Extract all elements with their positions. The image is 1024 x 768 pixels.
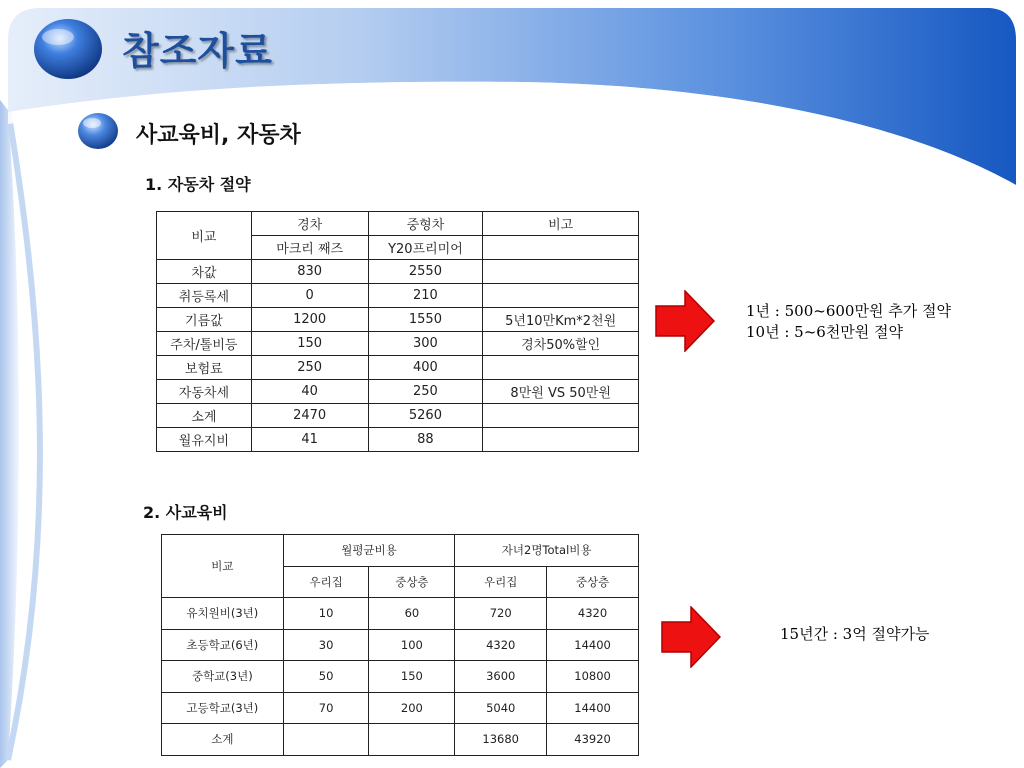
table-cell: 2550 [368,260,483,284]
slide-title: 참조자료 [122,29,273,73]
row-label-cell: 취등록세 [157,284,252,308]
row-label-cell: 중학교(3년) [162,661,284,693]
table-cell: 2470 [251,404,368,428]
table-cell: 100 [369,629,455,661]
table-cell [283,724,369,756]
section1-heading: 1. 자동차 절약 [145,175,251,194]
column-subheader: 우리집 [455,566,547,598]
column-subheader: Y20프리미어 [368,236,483,260]
table-row [157,428,639,452]
note-line: 1년 : 500~600만원 추가 절약 [746,302,951,320]
table-cell: 0 [251,284,368,308]
right-arrow-icon [655,290,715,352]
row-label-cell: 유치원비(3년) [162,598,284,630]
table-cell: 720 [455,598,547,630]
education-cost-table [161,534,639,756]
table-cell: 10 [283,598,369,630]
table-cell: 14400 [547,629,639,661]
table-cell: 경차50%할인 [483,332,639,356]
table-row [162,598,639,630]
row-label-cell: 소계 [162,724,284,756]
table-cell: 30 [283,629,369,661]
table-cell: 14400 [547,692,639,724]
table-cell: 300 [368,332,483,356]
table-row [157,356,639,380]
column-header: 중형차 [368,212,483,236]
slide-subtitle: 사교육비, 자동차 [136,123,301,148]
table-cell: 1200 [251,308,368,332]
car-savings-note [746,301,951,343]
table-cell: 5년10만Km*2천원 [483,308,639,332]
table-cell: 250 [251,356,368,380]
car-comparison-table [156,211,639,452]
row-label-cell: 월유지비 [157,428,252,452]
table-cell: 60 [369,598,455,630]
section2-heading: 2. 사교육비 [143,503,228,522]
row-label-cell: 보험료 [157,356,252,380]
row-label-cell: 소계 [157,404,252,428]
table-cell: 13680 [455,724,547,756]
table-cell: 150 [251,332,368,356]
column-subheader: 중상층 [369,566,455,598]
table-cell: 43920 [547,724,639,756]
column-header: 비고 [483,212,639,236]
table-cell: 88 [368,428,483,452]
table-cell [483,428,639,452]
table-cell: 830 [251,260,368,284]
table-cell: 5040 [455,692,547,724]
table-row [162,629,639,661]
table-cell [369,724,455,756]
table-cell: 200 [369,692,455,724]
table-cell: 41 [251,428,368,452]
table-cell: 210 [368,284,483,308]
table-corner-cell: 비교 [157,212,252,260]
row-label-cell: 초등학교(6년) [162,629,284,661]
table-cell: 5260 [368,404,483,428]
table-cell: 8만원 VS 50만원 [483,380,639,404]
column-subheader: 마크리 째즈 [251,236,368,260]
group-header: 자녀2명Total비용 [455,535,639,567]
table-row [162,692,639,724]
table-header-row [162,535,639,567]
group-header: 월평균비용 [283,535,455,567]
row-label-cell: 기름값 [157,308,252,332]
table-cell [483,404,639,428]
table-row [157,332,639,356]
table-cell [483,260,639,284]
row-label-cell: 주차/톨비등 [157,332,252,356]
row-label-cell: 고등학교(3년) [162,692,284,724]
row-label-cell: 차값 [157,260,252,284]
table-cell: 4320 [547,598,639,630]
table-cell: 50 [283,661,369,693]
table-row [157,308,639,332]
table-row [157,260,639,284]
table-cell: 400 [368,356,483,380]
table-cell: 40 [251,380,368,404]
note-line: 10년 : 5~6천만원 절약 [746,323,904,341]
right-arrow-icon [661,606,721,668]
table-row [162,661,639,693]
table-cell: 1550 [368,308,483,332]
table-corner-cell: 비교 [162,535,284,598]
row-label-cell: 자동차세 [157,380,252,404]
table-row [162,724,639,756]
column-subheader: 중상층 [547,566,639,598]
column-subheader: 우리집 [283,566,369,598]
column-subheader [483,236,639,260]
table-cell [483,284,639,308]
education-savings-note: 15년간 : 3억 절약가능 [780,625,930,643]
table-row [157,380,639,404]
table-cell: 70 [283,692,369,724]
table-cell: 10800 [547,661,639,693]
table-cell: 3600 [455,661,547,693]
table-row [157,404,639,428]
column-header: 경차 [251,212,368,236]
table-header-row [157,212,639,236]
table-cell: 250 [368,380,483,404]
table-row [157,284,639,308]
table-cell: 4320 [455,629,547,661]
table-cell: 150 [369,661,455,693]
table-cell [483,356,639,380]
